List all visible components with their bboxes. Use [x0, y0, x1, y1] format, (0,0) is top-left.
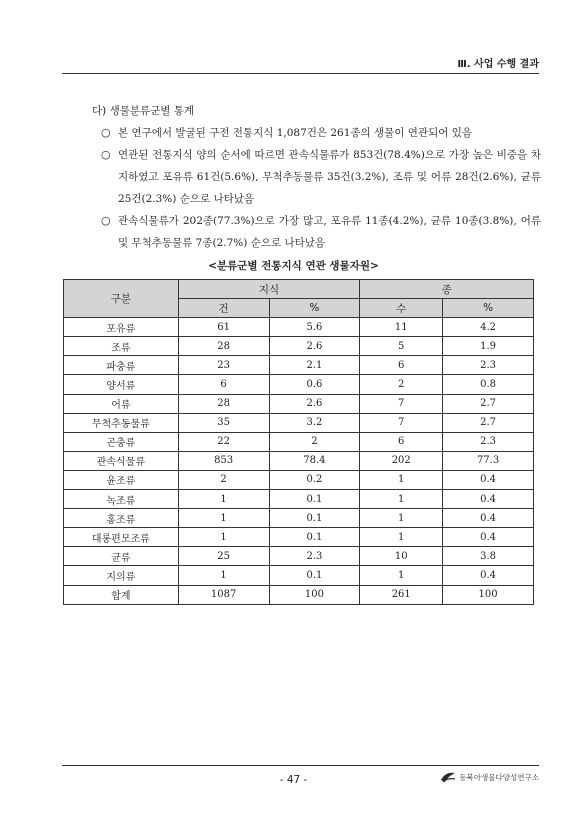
table-cell: 35	[178, 413, 269, 432]
table-cell: 77.3	[443, 451, 534, 470]
row-label: 관속식물류	[64, 451, 179, 470]
table-row	[64, 318, 534, 337]
table-cell: 0.1	[269, 566, 360, 585]
row-label: 홍조류	[64, 509, 179, 528]
table-cell: 0.4	[443, 490, 534, 509]
table-row	[64, 432, 534, 451]
table-cell: 78.4	[269, 451, 360, 470]
table-row	[64, 394, 534, 413]
table-cell: 3.2	[269, 413, 360, 432]
table-cell: 261	[360, 585, 443, 604]
table-cell: 2.6	[269, 337, 360, 356]
header-sub-species-count: 수	[360, 299, 443, 318]
table-cell: 28	[178, 337, 269, 356]
table-cell: 202	[360, 451, 443, 470]
table-row	[64, 585, 534, 604]
table-cell: 7	[360, 394, 443, 413]
table-cell: 0.2	[269, 470, 360, 489]
row-label: 조류	[64, 337, 179, 356]
org-name: 동북아생물다양성연구소	[459, 772, 539, 782]
circle-bullet-icon: ○	[101, 148, 111, 161]
row-label: 양서류	[64, 375, 179, 394]
row-label: 무척추동물류	[64, 413, 179, 432]
table-cell: 22	[178, 432, 269, 451]
table-row	[64, 356, 534, 375]
header-sub-percent: %	[269, 299, 360, 318]
table-cell: 11	[360, 318, 443, 337]
table-cell: 0.4	[443, 528, 534, 547]
footer-rule	[62, 765, 539, 766]
table-cell: 61	[178, 318, 269, 337]
header-rule	[62, 73, 539, 74]
table-caption: <분류군별 전통지식 연관 생물자원>	[208, 260, 379, 272]
table-cell: 7	[360, 413, 443, 432]
table-row	[64, 375, 534, 394]
table-cell: 23	[178, 356, 269, 375]
table-cell: 1087	[178, 585, 269, 604]
table-cell: 6	[360, 356, 443, 375]
footer-org	[440, 771, 539, 783]
row-label: 녹조류	[64, 490, 179, 509]
table-row	[64, 509, 534, 528]
table-cell: 2.7	[443, 394, 534, 413]
org-logo-icon	[440, 771, 456, 783]
bullet-text: 연관된 전통지식 양의 순서에 따르면 관속식물류가 853건(78.4%)으로 가장 높은 비중을 차지하였고 포유류 61건(5.6%), 무척추동물류 35건(3.2%), 조류 및 어류 28건(2.6%), 균류 25건(2.3%) 순으로 나타났음	[118, 149, 541, 205]
bullet-item	[101, 122, 541, 144]
table-cell: 1	[360, 566, 443, 585]
table-cell: 25	[178, 547, 269, 566]
header-group-knowledge: 지식	[178, 280, 360, 299]
table-cell: 4.2	[443, 318, 534, 337]
table-cell: 100	[269, 585, 360, 604]
header-group-species: 종	[360, 280, 534, 299]
table-cell: 2.3	[443, 432, 534, 451]
table-cell: 1	[360, 470, 443, 489]
table-cell: 6	[360, 432, 443, 451]
row-label: 지의류	[64, 566, 179, 585]
table-cell: 10	[360, 547, 443, 566]
table-cell: 1	[360, 490, 443, 509]
row-label: 파충류	[64, 356, 179, 375]
bullet-list	[101, 122, 541, 254]
row-label: 대롱편모조류	[64, 528, 179, 547]
circle-bullet-icon: ○	[101, 126, 111, 139]
table-cell: 2.3	[443, 356, 534, 375]
table-cell: 2.6	[269, 394, 360, 413]
row-label: 윤조류	[64, 470, 179, 489]
row-label: 어류	[64, 394, 179, 413]
header-sub-species-percent: %	[443, 299, 534, 318]
header-sub-count: 건	[178, 299, 269, 318]
table-cell: 0.1	[269, 528, 360, 547]
page-number: - 47 -	[279, 774, 308, 786]
table-cell: 1	[360, 509, 443, 528]
bullet-text: 본 연구에서 발굴된 구전 전통지식 1,087건은 261종의 생물이 연관되어 있음	[118, 127, 472, 139]
table-row	[64, 451, 534, 470]
table-cell: 0.6	[269, 375, 360, 394]
table-cell: 2	[269, 432, 360, 451]
table-cell: 2	[360, 375, 443, 394]
bullet-text: 관속식물류가 202종(77.3%)으로 가장 많고, 포유류 11종(4.2%), 균류 10종(3.8%), 어류 및 무척추동물류 7종(2.7%) 순으로 나타났음	[118, 215, 541, 249]
table-cell: 1	[178, 509, 269, 528]
taxon-statistics-table	[63, 279, 534, 605]
row-label: 곤충류	[64, 432, 179, 451]
table-cell: 0.8	[443, 375, 534, 394]
table-cell: 0.4	[443, 470, 534, 489]
table-row	[64, 566, 534, 585]
table-cell: 1.9	[443, 337, 534, 356]
table-cell: 3.8	[443, 547, 534, 566]
bullet-item	[101, 210, 541, 254]
running-header-title: Ⅲ. 사업 수행 결과	[457, 59, 539, 70]
table-cell: 0.1	[269, 490, 360, 509]
table-row	[64, 547, 534, 566]
table-row	[64, 413, 534, 432]
table-cell: 28	[178, 394, 269, 413]
circle-bullet-icon: ○	[101, 214, 111, 227]
table-row	[64, 337, 534, 356]
table-cell: 2.3	[269, 547, 360, 566]
table-cell: 2	[178, 470, 269, 489]
table-cell: 2.1	[269, 356, 360, 375]
table-cell: 5.6	[269, 318, 360, 337]
header-category: 구분	[64, 280, 179, 318]
row-label: 균류	[64, 547, 179, 566]
table-cell: 1	[178, 566, 269, 585]
row-label: 합계	[64, 585, 179, 604]
row-label: 포유류	[64, 318, 179, 337]
table-cell: 853	[178, 451, 269, 470]
table-cell: 1	[178, 528, 269, 547]
section-heading: 다) 생물분류군별 통계	[92, 105, 195, 117]
table-cell: 1	[360, 528, 443, 547]
table-row	[64, 470, 534, 489]
table-cell: 0.1	[269, 509, 360, 528]
table-row	[64, 490, 534, 509]
table-cell: 6	[178, 375, 269, 394]
table-row	[64, 528, 534, 547]
table-body	[64, 318, 534, 604]
table-cell: 2.7	[443, 413, 534, 432]
table-cell: 1	[178, 490, 269, 509]
bullet-item	[101, 144, 541, 210]
table-cell: 5	[360, 337, 443, 356]
table-cell: 0.4	[443, 509, 534, 528]
table-cell: 0.4	[443, 566, 534, 585]
table-cell: 100	[443, 585, 534, 604]
